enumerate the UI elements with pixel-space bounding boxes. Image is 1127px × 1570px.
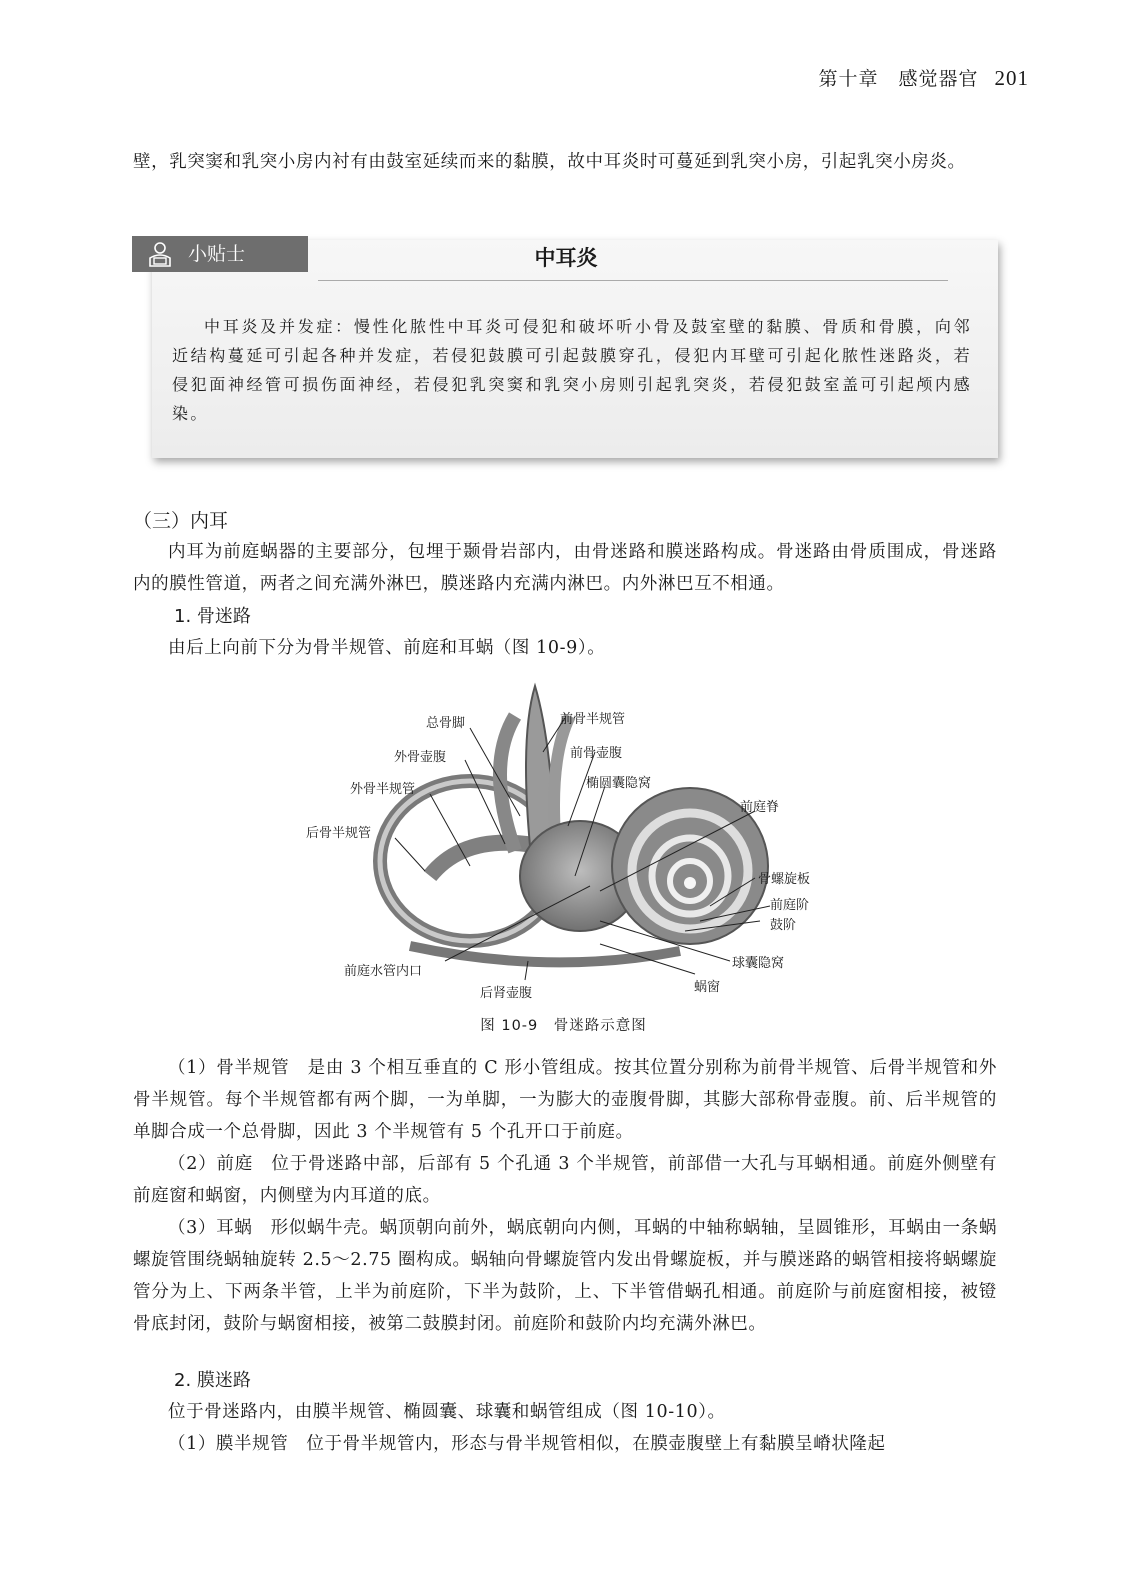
page-number: 201 — [994, 66, 1029, 90]
section-heading: （三）内耳 — [133, 510, 229, 532]
label-posterior-canal: 后骨半规管 — [306, 826, 372, 841]
label-spherical-recess: 球囊隐窝 — [732, 956, 785, 971]
label-vestibular-aqueduct: 前庭水管内口 — [344, 964, 423, 979]
label-scala-tympani: 鼓阶 — [770, 918, 797, 933]
subsection-heading-membranous-labyrinth: 2. 膜迷路 — [174, 1370, 251, 1391]
paragraph-membranous-canals: （1）膜半规管 位于骨半规管内，形态与骨半规管相似，在膜壶腹壁上有黏膜呈嵴状隆起 — [168, 1434, 886, 1454]
bony-labyrinth-intro: 由后上向前下分为骨半规管、前庭和耳蜗（图 10-9）。 — [168, 638, 606, 658]
chapter-title: 第十章 感觉器官 — [818, 68, 979, 90]
membranous-labyrinth-intro: 位于骨迷路内，由膜半规管、椭圆囊、球囊和蜗管组成（图 10-10）。 — [168, 1402, 726, 1422]
subsection-heading-bony-labyrinth: 1. 骨迷路 — [174, 606, 251, 627]
tip-divider — [318, 280, 948, 281]
tip-tab-label: 小贴士 — [188, 243, 246, 265]
label-scala-vestibuli: 前庭阶 — [770, 898, 810, 913]
label-anterior-ampulla: 前骨壶腹 — [570, 746, 623, 761]
figure-bony-labyrinth — [300, 676, 840, 1006]
tip-box — [132, 236, 1000, 462]
running-header — [818, 64, 1029, 91]
label-common-crus: 总骨脚 — [426, 716, 466, 731]
paragraph-vestibule: （2）前庭 位于骨迷路中部，后部有 5 个孔通 3 个半规管，前部借一大孔与耳蜗相通。前庭外侧壁有前庭窗和蜗窗，内侧壁为内耳道的底。 — [133, 1154, 997, 1206]
inner-ear-intro: 内耳为前庭蜗器的主要部分，包埋于颞骨岩部内，由骨迷路和膜迷路构成。骨迷路由骨质围成，骨迷路内的膜性管道，两者之间充满外淋巴，膜迷路内充满内淋巴。内外淋巴互不相通。 — [133, 542, 997, 594]
tip-text: 中耳炎及并发症：慢性化脓性中耳炎可侵犯和破坏听小骨及鼓室壁的黏膜、骨质和骨膜，向邻近结构蔓延可引起各种并发症，若侵犯鼓膜可引起鼓膜穿孔，侵犯内耳壁可引起化脓性迷路炎，若侵犯面神经管可损伤面神经，若侵犯乳突窦和乳突小房则引起乳突炎，若侵犯鼓室盖可引起颅内感染。 — [172, 317, 972, 423]
tip-title: 中耳炎 — [534, 246, 598, 270]
label-osseous-spiral-lamina: 骨螺旋板 — [758, 872, 811, 887]
label-elliptical-recess: 椭圆囊隐窝 — [586, 776, 652, 791]
figure-caption: 图 10-9 骨迷路示意图 — [480, 1018, 647, 1034]
label-lateral-canal: 外骨半规管 — [350, 782, 416, 797]
paragraph-cochlea: （3）耳蜗 形似蜗牛壳。蜗顶朝向前外，蜗底朝向内侧，耳蜗的中轴称蜗轴，呈圆锥形，耳蜗由一条蜗螺旋管围绕蜗轴旋转 2.5～2.75 圈构成。蜗轴向骨螺旋管内发出骨螺旋板，并与膜迷路的蜗管相接将蜗螺旋管分为上、下两条半管，上半为前庭阶，下半为鼓阶，上、下半管借蜗孔相通。前庭阶与前庭窗相接，被镫骨底封闭，鼓阶与蜗窗相接，被第二鼓膜封闭。前庭阶和鼓阶内均充满外淋巴。 — [133, 1218, 997, 1334]
paragraph-semicircular-canals: （1）骨半规管 是由 3 个相互垂直的 C 形小管组成。按其位置分别称为前骨半规管、后骨半规管和外骨半规管。每个半规管都有两个脚，一为单脚，一为膨大的壶腹骨脚，其膨大部称骨壶腹。前、后半规管的单脚合成一个总骨脚，因此 3 个半规管有 5 个孔开口于前庭。 — [133, 1058, 997, 1142]
label-vestibular-crest: 前庭脊 — [740, 800, 780, 815]
intro-paragraph: 壁，乳突窦和乳突小房内衬有由鼓室延续而来的黏膜，故中耳炎时可蔓延到乳突小房，引起乳突小房炎。 — [133, 152, 966, 172]
label-posterior-ampulla: 后肾壶腹 — [480, 986, 533, 1001]
label-cochlear-window: 蜗窗 — [694, 980, 721, 995]
label-lateral-ampulla: 外骨壶腹 — [394, 750, 447, 765]
label-anterior-canal: 前骨半规管 — [560, 712, 626, 727]
